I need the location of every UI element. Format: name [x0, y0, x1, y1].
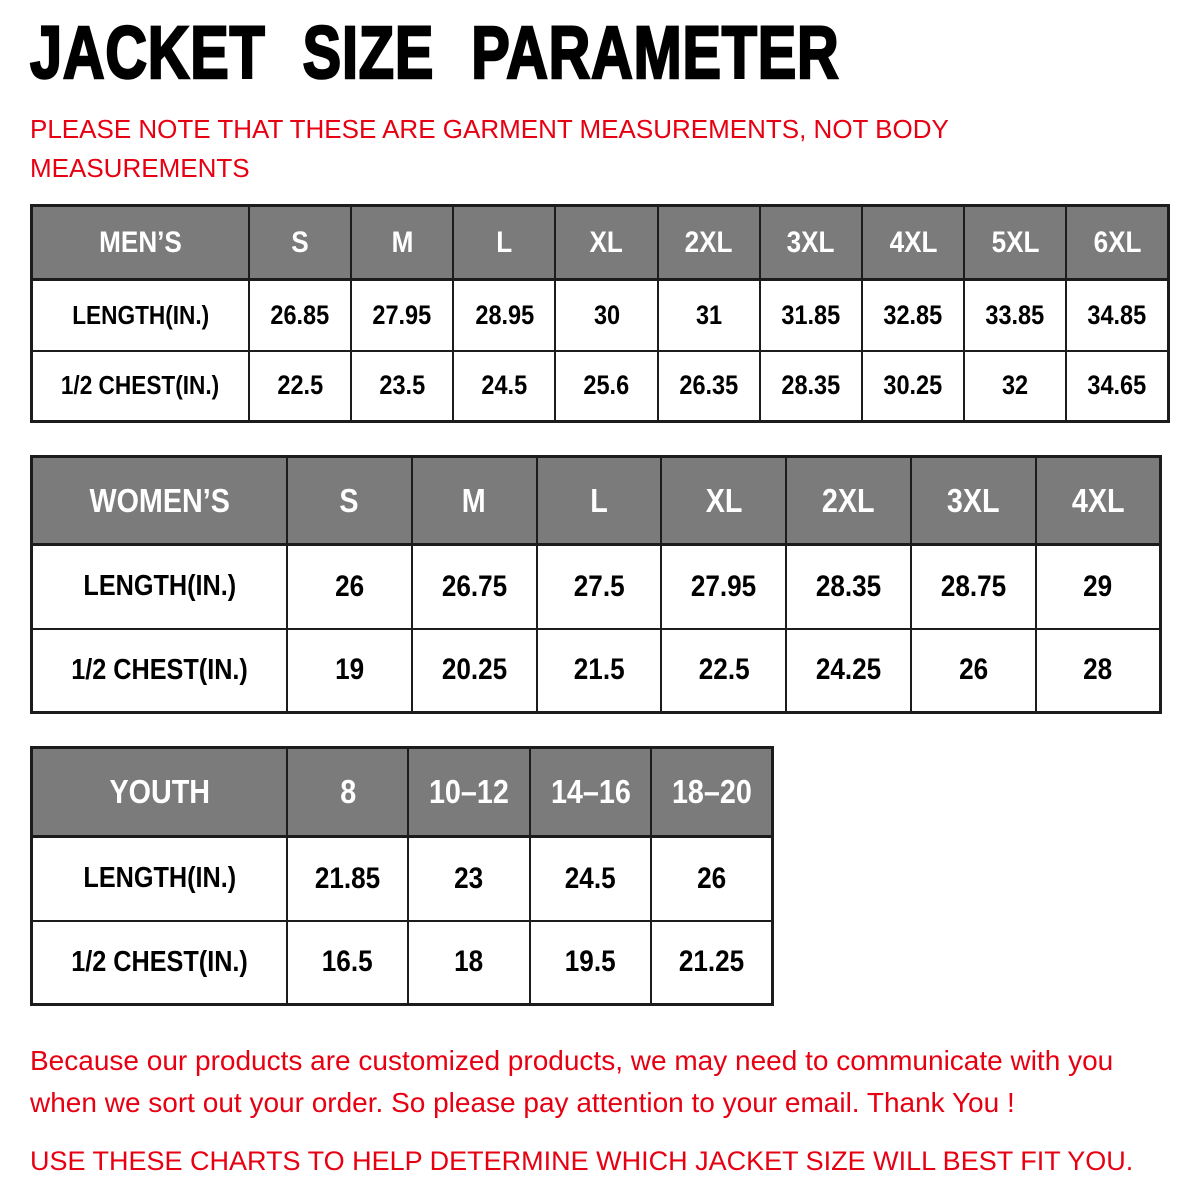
value-cell-text: 25.6 [583, 370, 630, 401]
size-header-cell [760, 206, 862, 280]
size-header-cell [287, 457, 412, 545]
value-cell [408, 921, 529, 1005]
value-cell [1036, 545, 1161, 629]
value-cell [530, 837, 651, 921]
value-cell [412, 545, 537, 629]
size-header-cell [862, 206, 964, 280]
value-cell [651, 837, 772, 921]
value-cell [862, 351, 964, 422]
value-cell-text: 30.25 [883, 370, 943, 401]
value-cell [555, 351, 657, 422]
size-header-cell-text: XL [589, 225, 624, 259]
size-header-cell [453, 206, 555, 280]
value-cell-text: 27.95 [691, 569, 757, 603]
row-label-cell [32, 545, 288, 629]
value-cell-text: 26 [958, 653, 988, 687]
row-label-cell-text: 1/2 CHEST(IN.) [71, 653, 248, 686]
value-cell-text: 31.85 [781, 299, 841, 330]
value-cell [530, 921, 651, 1005]
size-header-cell [537, 457, 662, 545]
size-header-cell-text: 4XL [889, 225, 937, 259]
size-header-cell-text: 3XL [946, 481, 1000, 519]
value-cell-text: 21.85 [315, 861, 381, 895]
size-header-cell-text: XL [705, 481, 743, 519]
value-cell [911, 545, 1036, 629]
size-header-cell-text: M [462, 481, 487, 519]
header-row [32, 457, 1161, 545]
value-cell [351, 351, 453, 422]
size-header-cell [651, 748, 772, 837]
size-header-cell-text: 4XL [1071, 481, 1125, 519]
value-cell [760, 351, 862, 422]
value-cell-text: 33.85 [985, 299, 1045, 330]
value-cell [862, 280, 964, 351]
size-header-cell [249, 206, 351, 280]
value-cell-text: 24.5 [565, 861, 616, 895]
value-cell-text: 28 [1083, 653, 1113, 687]
value-cell-text: 31 [695, 299, 722, 330]
value-cell-text: 32.85 [883, 299, 943, 330]
size-header-cell-text: S [339, 481, 359, 519]
value-cell-text: 34.85 [1087, 299, 1147, 330]
value-cell [661, 629, 786, 713]
size-header-cell [555, 206, 657, 280]
value-cell [537, 545, 662, 629]
row-label-cell-text: LENGTH(IN.) [83, 862, 236, 895]
size-header-cell [408, 748, 529, 837]
data-row [32, 629, 1161, 713]
value-cell-text: 22.5 [277, 370, 323, 401]
womens-size-table [30, 455, 1162, 714]
row-label-cell [32, 280, 250, 351]
value-cell [287, 837, 408, 921]
value-cell [786, 545, 911, 629]
value-cell [249, 351, 351, 422]
value-cell-text: 27.5 [573, 569, 625, 603]
table-title-cell [32, 206, 250, 280]
row-label-cell-text: 1/2 CHEST(IN.) [61, 370, 220, 401]
size-header-cell-text: L [496, 225, 513, 259]
value-cell-text: 26.35 [679, 370, 739, 401]
size-header-cell [786, 457, 911, 545]
value-cell [287, 921, 408, 1005]
size-header-cell-text: 2XL [684, 225, 733, 259]
value-cell [453, 280, 555, 351]
size-header-cell-text: 2XL [822, 481, 875, 519]
value-cell-text: 32 [1002, 370, 1029, 401]
size-header-cell-text: 10–12 [429, 773, 509, 810]
table-title-cell-text: WOMEN’S [89, 481, 230, 519]
table-title-cell-text: YOUTH [109, 773, 210, 810]
size-header-cell [351, 206, 453, 280]
chart-usage-note: USE THESE CHARTS TO HELP DETERMINE WHICH JACKET SIZE WILL BEST FIT YOU. [30, 1146, 1134, 1176]
value-cell [1066, 280, 1168, 351]
value-cell-text: 16.5 [322, 945, 374, 979]
size-header-cell-text: 18–20 [671, 773, 752, 810]
size-header-cell [412, 457, 537, 545]
value-cell [661, 545, 786, 629]
row-label-cell-text: LENGTH(IN.) [83, 570, 236, 603]
data-row [32, 921, 773, 1005]
value-cell [555, 280, 657, 351]
size-header-cell [658, 206, 760, 280]
value-cell-text: 26.75 [441, 569, 507, 603]
value-cell-text: 28.35 [815, 569, 882, 603]
value-cell-text: 18 [454, 945, 484, 979]
size-header-cell-text: 5XL [991, 225, 1040, 259]
data-row [32, 545, 1161, 629]
page-title: JACKET SIZE PARAMETER [30, 11, 840, 94]
value-cell [537, 629, 662, 713]
value-cell-text: 19.5 [565, 945, 616, 979]
header-row [32, 748, 773, 837]
value-cell [658, 280, 760, 351]
value-cell [453, 351, 555, 422]
size-header-cell [1066, 206, 1168, 280]
value-cell [760, 280, 862, 351]
value-cell [1036, 629, 1161, 713]
table-title-cell [32, 748, 288, 837]
value-cell [408, 837, 529, 921]
row-label-cell [32, 629, 288, 713]
mens-size-table [30, 204, 1170, 423]
size-header-cell-text: 8 [339, 773, 356, 810]
row-label-cell-text: 1/2 CHEST(IN.) [71, 945, 248, 978]
size-header-cell-text: M [391, 225, 414, 259]
value-cell [412, 629, 537, 713]
size-header-cell-text: L [590, 481, 608, 519]
row-label-cell [32, 837, 288, 921]
row-label-cell-text: LENGTH(IN.) [72, 299, 209, 330]
value-cell [1066, 351, 1168, 422]
value-cell-text: 21.25 [678, 945, 745, 979]
size-header-cell-text: 14–16 [550, 773, 631, 810]
value-cell [786, 629, 911, 713]
garment-measurement-note: PLEASE NOTE THAT THESE ARE GARMENT MEASUREMENTS, NOT BODY MEASUREMENTS [30, 114, 949, 183]
value-cell [287, 629, 412, 713]
value-cell-text: 23.5 [379, 370, 426, 401]
size-header-cell-text: 3XL [786, 225, 835, 259]
table-title-cell [32, 457, 288, 545]
header-row [32, 206, 1169, 280]
value-cell [964, 351, 1066, 422]
size-header-cell [964, 206, 1066, 280]
value-cell [911, 629, 1036, 713]
size-header-cell [530, 748, 651, 837]
size-header-cell [911, 457, 1036, 545]
value-cell-text: 29 [1083, 569, 1113, 603]
value-cell-text: 20.25 [441, 653, 507, 687]
value-cell [351, 280, 453, 351]
value-cell-text: 19 [334, 653, 364, 687]
customization-notice: Because our products are customized products, we may need to communicate with you when we sort out your order. So please pay attention to your email. Thank You ! [30, 1045, 1114, 1118]
value-cell-text: 28.75 [940, 569, 1006, 603]
value-cell-text: 26.85 [270, 299, 330, 330]
row-label-cell [32, 351, 250, 422]
size-header-cell [287, 748, 408, 837]
value-cell [287, 545, 412, 629]
value-cell-text: 24.25 [815, 653, 882, 687]
value-cell-text: 26 [697, 861, 727, 895]
value-cell [249, 280, 351, 351]
value-cell-text: 22.5 [698, 653, 750, 687]
data-row [32, 837, 773, 921]
value-cell-text: 21.5 [573, 653, 625, 687]
value-cell [964, 280, 1066, 351]
value-cell [651, 921, 772, 1005]
data-row [32, 280, 1169, 351]
value-cell-text: 24.5 [481, 370, 528, 401]
value-cell-text: 34.65 [1087, 370, 1147, 401]
table-title-cell-text: MEN’S [99, 225, 182, 259]
data-row [32, 351, 1169, 422]
size-header-cell [661, 457, 786, 545]
size-header-cell [1036, 457, 1161, 545]
value-cell-text: 26 [334, 569, 364, 603]
value-cell [658, 351, 760, 422]
value-cell-text: 27.95 [372, 299, 432, 330]
youth-size-table [30, 746, 774, 1006]
row-label-cell [32, 921, 288, 1005]
size-header-cell-text: 6XL [1093, 225, 1142, 259]
size-header-cell-text: S [291, 225, 309, 259]
value-cell-text: 28.35 [781, 370, 841, 401]
value-cell-text: 23 [454, 861, 484, 895]
value-cell-text: 28.95 [474, 299, 534, 330]
value-cell-text: 30 [593, 299, 620, 330]
